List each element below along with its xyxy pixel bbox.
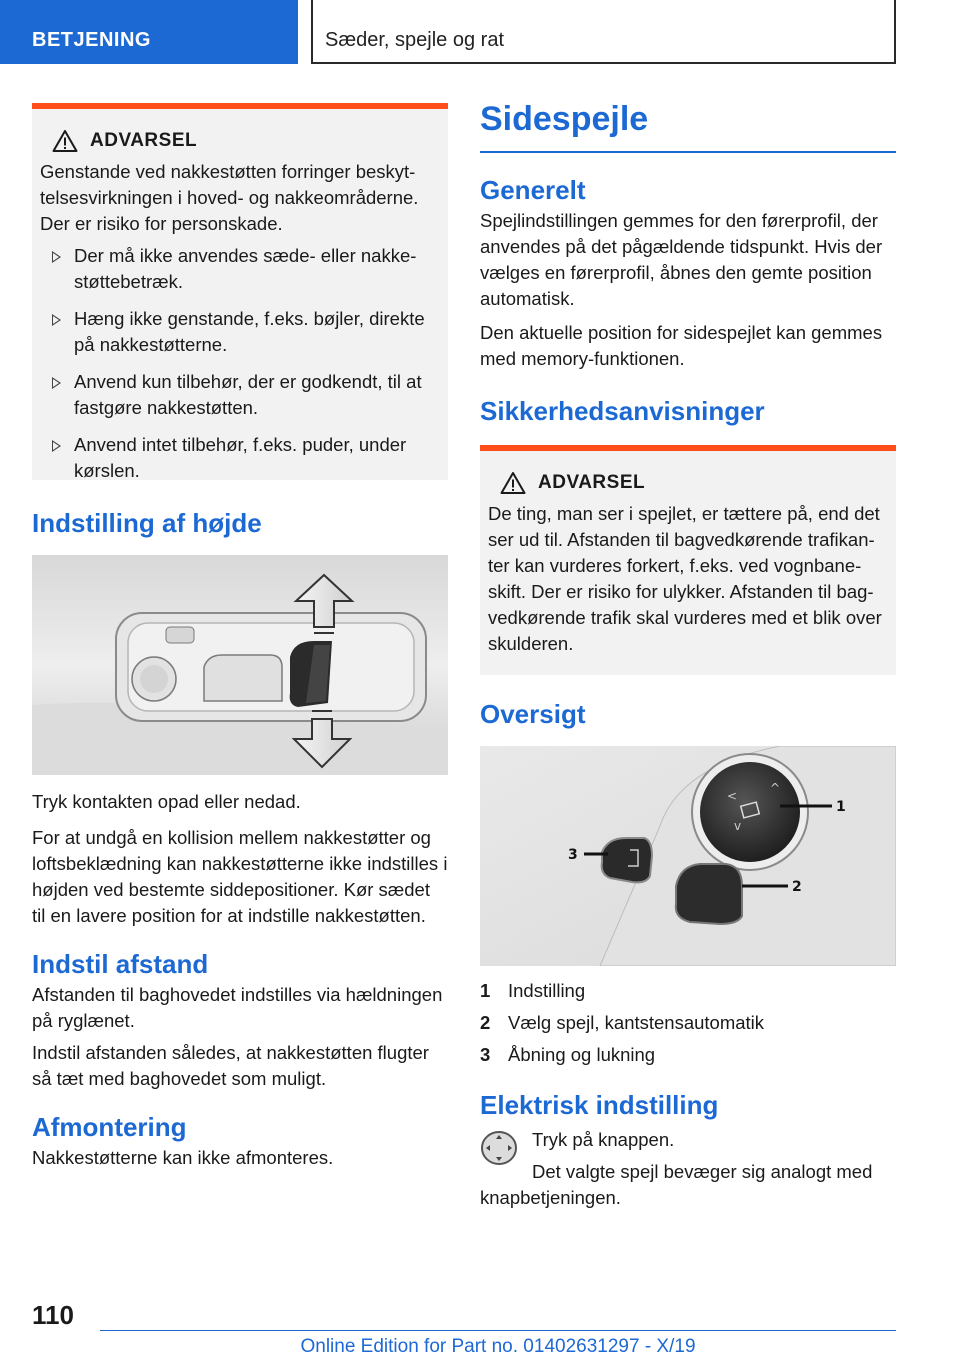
- height-paragraph-1: Tryk kontakten opad eller nedad.: [32, 791, 301, 812]
- mirrors-title: Sidespejle: [480, 100, 896, 153]
- removal-heading: Afmontering: [32, 1112, 187, 1142]
- bullet-triangle-icon: [52, 251, 61, 263]
- legend-item: 3 Åbning og lukning: [480, 1044, 656, 1065]
- electric-paragraph-1: Tryk på knappen.: [532, 1129, 675, 1150]
- page-number: 110: [32, 1300, 74, 1330]
- warning-triangle-icon: [500, 471, 526, 495]
- general-paragraph-2: Den aktuelle position for sidespejlet kan gemmes med memory-funktionen.: [480, 322, 883, 369]
- removal-paragraph: Nakkestøtterne kan ikke afmonteres.: [32, 1147, 334, 1168]
- callout-1: 1: [836, 799, 846, 815]
- distance-paragraph-1: Afstanden til baghovedet indstilles via hældningen på ryglænet.: [32, 984, 443, 1031]
- headrest-switch-photo: [32, 555, 448, 775]
- warning-title: ADVARSEL: [538, 472, 646, 493]
- distance-heading: Indstil afstand: [32, 949, 209, 979]
- callout-3: 3: [568, 847, 578, 863]
- safety-heading: Sikkerhedsanvisninger: [480, 396, 765, 426]
- overview-legend: [480, 978, 896, 1068]
- mirror-adjust-button-icon: [480, 1129, 518, 1167]
- warning-bullet: Anvend intet tilbehør, f.eks. puder, under kørslen.: [40, 432, 440, 484]
- warning-triangle-icon: [52, 129, 78, 153]
- warning-bullet: Der må ikke anvendes sæde- eller nakkestøttebetræk.: [40, 243, 440, 295]
- mirror-controls-photo: [480, 746, 896, 966]
- legend-item: 1 Indstilling: [480, 980, 586, 1001]
- electric-block: [480, 1127, 896, 1211]
- warning-bullet-list: [40, 243, 440, 484]
- height-paragraph-2: For at undgå en kollision mellem nakkestøtter og loftsbeklædning kan nakkestøtterne ikke indstilles i højden ved bestemte siddepositioner. Kør sædet til en lavere position for at indstille nakkestøtten.: [32, 827, 448, 926]
- svg-text:<: <: [727, 789, 738, 803]
- overview-heading: Oversigt: [480, 699, 586, 729]
- warning-bullet: Anvend kun tilbehør, der er godkendt, til at fastgøre nakkestøtten.: [40, 369, 440, 421]
- electric-heading: Elektrisk indstilling: [480, 1090, 719, 1120]
- distance-paragraph-2: Indstil afstanden således, at nakkestøtten flugter så tæt med baghovedet som muligt.: [32, 1042, 429, 1089]
- legend-item: 2 Vælg spejl, kantstensautomatik: [480, 1012, 765, 1033]
- seat-switch-illustration: [32, 555, 448, 775]
- mirror-warning-box: [480, 445, 896, 675]
- footer-rule: [100, 1330, 896, 1331]
- svg-text:^: ^: [770, 781, 781, 795]
- svg-text:v: v: [734, 819, 742, 833]
- warning-text: Genstande ved nakkestøtten forringer beskyttelsesvirkningen i hoved- og nakkeområderne. Der er risiko for personskade.: [40, 161, 419, 234]
- warning-title: ADVARSEL: [90, 130, 198, 151]
- headrest-warning-box: [32, 103, 448, 480]
- warning-bullet: Hæng ikke genstande, f.eks. bøjler, direkte på nakkestøtterne.: [40, 306, 440, 358]
- bullet-triangle-icon: [52, 440, 61, 452]
- warning-text: De ting, man ser i spejlet, er tættere på, end det ser ud til. Afstanden til bagvedkørende trafikanter kan vurderes forkert, f.eks. ved vognbaneskift. Der er risiko for ulykker. Afstanden til bagvedkørende trafik skal vurderes med et blik over skulderen.: [488, 503, 882, 654]
- general-heading: Generelt: [480, 175, 586, 205]
- section-tab: BETJENING: [0, 0, 298, 64]
- bullet-triangle-icon: [52, 314, 61, 326]
- callout-2: 2: [792, 879, 802, 895]
- mirror-switch-illustration: [480, 746, 896, 966]
- edition-note: Online Edition for Part no. 01402631297 - X/19: [300, 1336, 696, 1357]
- bullet-triangle-icon: [52, 377, 61, 389]
- left-column: [32, 103, 448, 1171]
- right-column: [480, 100, 896, 1211]
- chapter-title: Sæder, spejle og rat: [311, 0, 896, 64]
- general-paragraph-1: Spejlindstillingen gemmes for den førerprofil, der anvendes på det pågældende tidspunkt. Hvis der vælges en førerprofil, åbnes den gemte position automatisk.: [480, 210, 883, 309]
- electric-paragraph-2: Det valgte spejl bevæger sig analogt med knapbetjeningen.: [480, 1161, 873, 1208]
- height-heading: Indstilling af højde: [32, 508, 262, 538]
